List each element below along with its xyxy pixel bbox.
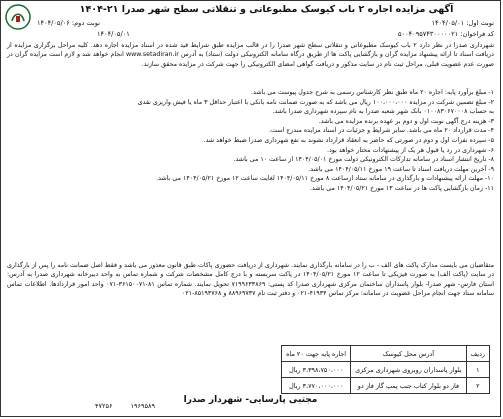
condition-item: ۱۰- مهلت ارائه پیشنهادات و بارگذاری در سامانه ستاد ازساعت ۸ مورخ ۱۴۰۴/۰۵/۱۱ لغایت ساعت ۱۲ مورخ ۱۴۰۴/۰۵/۲۱ می باشد. [156, 175, 494, 183]
condition-item: ۶- شهرداری در رد یا قبول هر یک از پیشنهادات مختار خواهد بود. [326, 146, 494, 154]
table-cell: ۳،۳۹۸،۷۵۰،۰۰۰ ریال [282, 362, 351, 378]
table-cell: ۲ [466, 378, 489, 394]
condition-item: ۵- سپرده نفرات اول و دوم در صورتی که حاضر به انعقاد قرارداد نشوند به نفع شهرداری صدرا ضبط خواهد شد. [203, 136, 494, 144]
column-header: آدرس محل کیوسک [351, 346, 467, 362]
municipality-logo-icon [5, 4, 31, 30]
condition-item: ۱۱- زمان بازگشایی پاکت ها در ساعت ۱۳ مورخ ۱۴۰۴/۰۵/۲۱ می باشد. [309, 184, 494, 192]
conditions-list [7, 88, 494, 194]
table-row [282, 362, 490, 378]
ad-code: ۴۷۲۵۶ [95, 402, 113, 410]
condition-item: ۱- مبلغ برآورد پایه: اجاره ۲۰ ماه طبق نظر کارشناس رسمی به شرح جدول پیوست می باشد. [251, 89, 494, 96]
first-publish-date: نوبت اول: ۱۴۰۴/۰۵/۰۱ [431, 19, 494, 27]
condition-item: ۳- هزینه درج آگهی نوبت اول و دوم بر عهده برنده مزایده می باشد. [318, 117, 494, 125]
call-date: ۱۴۰۴/۰۵/۰۱ [97, 30, 130, 38]
column-header: اجاره پایه جهت ۲۰ ماه [282, 346, 351, 362]
second-publish-date: نوبت دوم: ۱۴۰۴/۰۵/۰۶ [37, 19, 100, 27]
condition-item: ۲- مبلغ تضمین شرکت در مزایده ۱۰۰،۰۰۰،۰۰۰ ریال می باشد که به صورت ضمانت نامه بانکی با اعتبار حداقل ۳ ماه یا فیش واریزی نقدی [137, 98, 494, 106]
call-code: کد فراخوان: ۵۰۰۴۰۹۵۷۴۳۰۰۰۰۰۲۱ [397, 30, 494, 38]
kiosk-table [281, 345, 490, 394]
table-row [282, 378, 490, 394]
table-cell: بلوار پاسداران روبروی شهرداری مرکزی [351, 362, 467, 378]
column-header: ردیف [466, 346, 489, 362]
table-cell: ۱ [466, 362, 489, 378]
publish-info [37, 18, 494, 40]
condition-item: به حساب ۰۱۰۰۸۳۰۶۷۰۰۰۸ بانک شهر شعبه صدرا به نام سپرده شهرداری صدرا باشد. [272, 108, 494, 116]
page-title: آگهی مزایده اجاره ۲ باب کیوسک مطبوعاتی و تنقلاتی سطح شهر صدرا ۲۱-۱۴۰۴ [79, 4, 454, 15]
condition-item: ۸- تاریخ انتشار اسناد در سامانه تدارکات الکترونیکی دولت مورخ ۱۴۰۴/۰۵/۰۱ از ساعت ۱۰ می باشد. [233, 156, 494, 164]
table-header-row [282, 346, 490, 362]
submission-instructions: متقاضیان می بایست مدارک پاکت های الف - ب را در سامانه بارگذاری نمایند. شهرداری از دریافت حضوری پاکات طبق قانون معذور می باشد و فقط اصل ضمانت نامه را پس از بارگذاری در سایت (پاکت الف) به صورت فیزیکی تا ساعت ۱۲ مورخ ۱۴۰۴/۰۵/۲۱ در پاکت سربسته و با درج کامل مشخصات شرکت و شماره تماس به واحد دبیرخانه شهرداری صدرا به آدرس: استان فارس- شهر صدرا- بلوار پاسداران ساختمان مرکزی شهرداری صدرا کد پستی: ۷۱۹۹۶۳۳۸۶۹ تحویل نمایند. شماره تماس ۸۱-۳۶۱۵۰۰۷۱-۰۷۱ واحد امور قراردادها. اطلاعات تماس سامانه ستاد جهت انجام مراحل عضویت در سامانه: مرکز تماس ۴۱۹۳۴-۰۲۱ و دفتر ثبت نام ۸۸۹۶۹۷۳۷ و ۸۵۱۹۳۷۶۸-۰۲۱ [7, 262, 495, 298]
ad-code: ۱۹۶۹۵۸۹ [130, 402, 155, 410]
condition-item: ۴- مدت قرارداد ۲۰ ماه می باشد. سایر شرایط و جزئیات در اسناد مزایده مندرج است. [268, 127, 494, 135]
table-cell: ۳،۷۷۰،۰۰۰،۰۰۰ ریال [282, 378, 351, 394]
table-cell: فاز دو بلوار کتاب جنب پمپ گاز فاز دو [351, 378, 467, 394]
intro-paragraph: شهرداری صدرا در نظر دارد ۲ باب کیوسک مطبوعاتی و تنقلاتی سطح شهر صدرا را در قالب مزایده طبق شرایط قید شده در اسناد مزایده اجاره دهد. کلیه مراحل برگزاری مزایده از دریافت اسناد تا ارائه پیشنهاد مزایده گران و بازگشایی پاکت ها از طریق درگاه سامانه الکترونیکی دولت (ستاد) به آدرس www.setadiran.ir انجام خواهد شد و لازم است مزایده گران در صورت عدم عضویت قبلی، مراحل ثبت نام در سایت مذکور و دریافت گواهی امضای الکترونیکی را جهت شرکت در مزایده محقق سازند. [7, 42, 494, 68]
condition-item: ۹- آخرین مهلت دریافت اسناد تا ساعت ۱۹ مورخ ۱۴۰۴/۰۵/۱۱ می باشد. [308, 165, 494, 173]
signature-line: مجتبی پارسایی- شهردار صدرا [183, 395, 318, 405]
